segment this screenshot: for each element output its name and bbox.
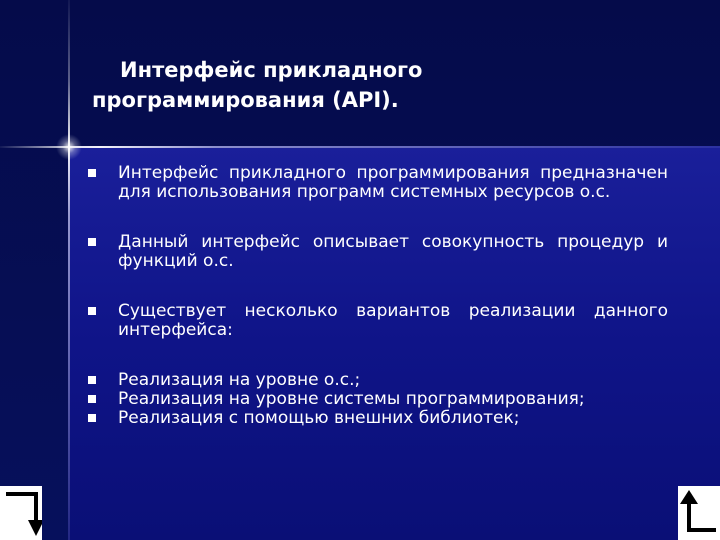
square-bullet-icon (88, 414, 96, 422)
square-bullet-icon (88, 395, 96, 403)
bullet-item (88, 233, 668, 271)
bullet-item (88, 390, 668, 409)
bullet-item (88, 371, 668, 390)
decorative-vertical-line (68, 0, 70, 540)
decorative-horizontal-line (0, 146, 720, 148)
bullet-item (88, 302, 668, 340)
bullet-list (88, 164, 668, 428)
bullet-text: Интерфейс прикладного программирования предназначен для использования программ системных ресурсов о.с. (118, 163, 668, 202)
slide-title (92, 55, 532, 115)
square-bullet-icon (88, 376, 96, 384)
bullet-item (88, 409, 668, 428)
return-arrow-icon (678, 486, 720, 540)
down-arrow-icon (0, 486, 42, 540)
square-bullet-icon (88, 307, 96, 315)
bullet-text: Данный интерфейс описывает совокупность процедур и функций о.с. (118, 232, 668, 271)
slide-title-line-1: Интерфейс прикладного (120, 58, 423, 82)
decorative-star-glow (56, 134, 82, 160)
bullet-text: Реализация на уровне о.с.; (118, 370, 361, 390)
square-bullet-icon (88, 238, 96, 246)
bullet-text: Реализация с помощью внешних библиотек; (118, 408, 520, 428)
bullet-text: Существует несколько вариантов реализации данного интерфейса: (118, 301, 668, 340)
nav-down-button[interactable] (0, 486, 42, 540)
slide-title-line-2: программирования (API). (92, 88, 399, 112)
square-bullet-icon (88, 169, 96, 177)
bullet-item (88, 164, 668, 202)
nav-return-button[interactable] (678, 486, 720, 540)
bullet-text: Реализация на уровне системы программирования; (118, 389, 585, 409)
